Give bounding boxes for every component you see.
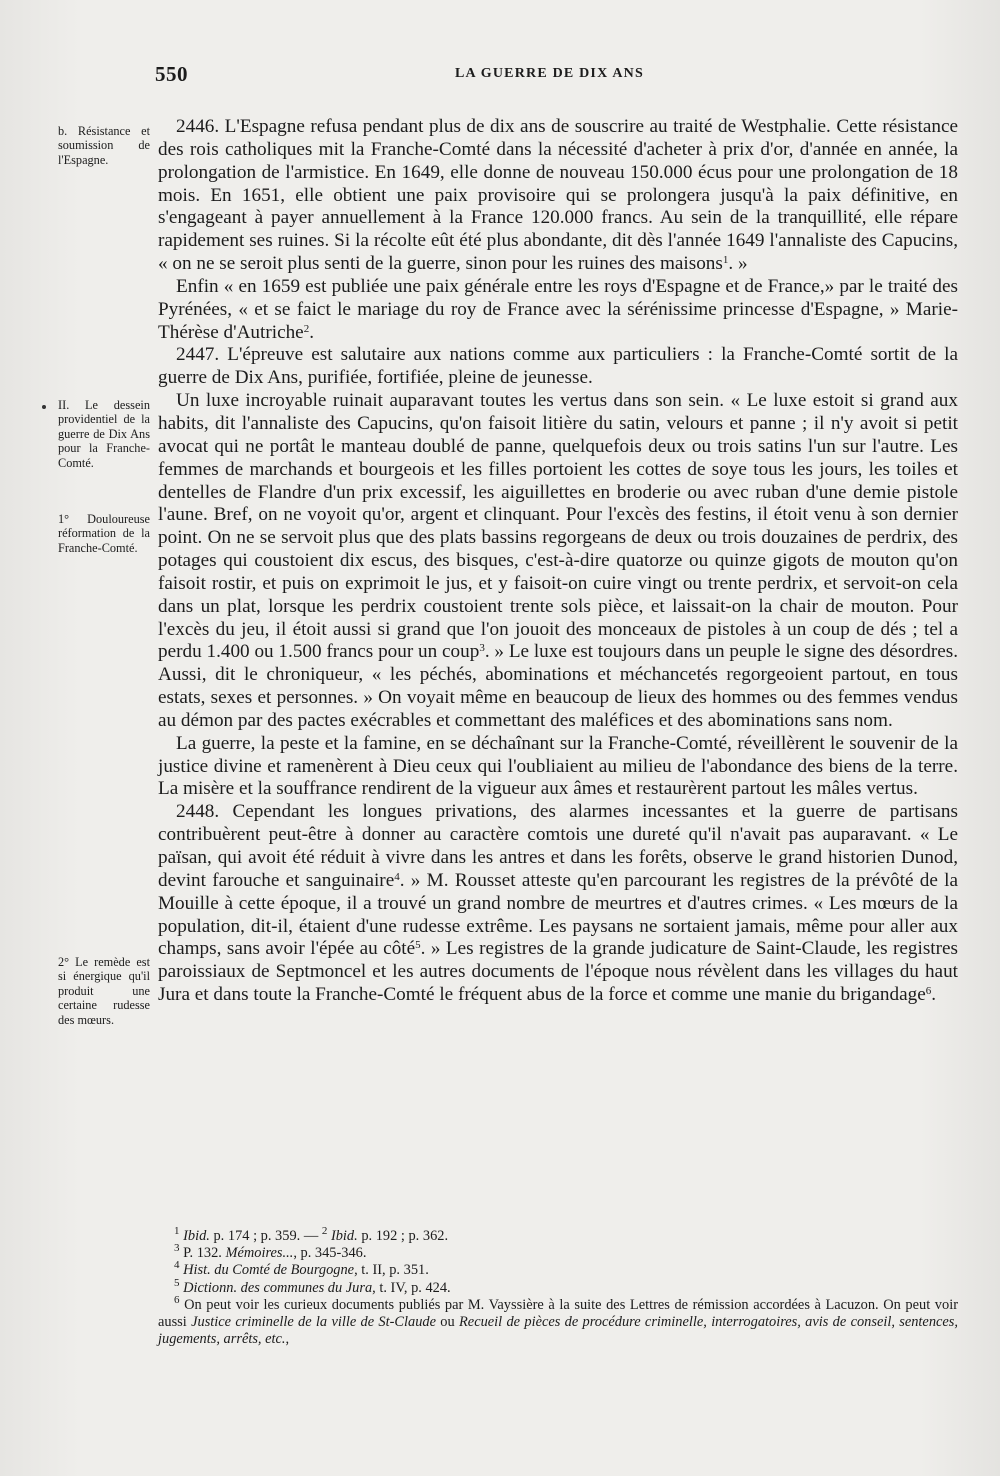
footnote-text: Recueil de pièces de procédure criminelle, interrogatoires, avis de conseil, sentences, jugements, arrêts, etc. bbox=[158, 1314, 958, 1348]
footnote-ref: 3 bbox=[479, 642, 485, 655]
paragraph-guerre bbox=[158, 733, 958, 802]
paragraph-text: . » Les registres de la grande judicature de Saint-Claude, les registres paroissiaux de Septmoncel et les autres documents de l'époque nous révèlent dans les villages du haut Jura et dans toute la Franche-Comté le fréquent abus de la force et comme une manie du brigandage bbox=[158, 938, 958, 1006]
paragraph-text: 2448. Cependant les longues privations, des alarmes incessantes et la guerre de partisans contribuèrent peut-être à donner au caractère comtois une dureté qu'il n'avait pas auparavant. « Le païsan, qui avoit été réduit à vivre dans les antres et dans les forêts, observe le grand historien Dunod, devint farouche et sanguinaire bbox=[158, 801, 958, 891]
footnotes bbox=[158, 1225, 958, 1348]
footnote-text: ou bbox=[435, 1314, 460, 1331]
footnote-3 bbox=[158, 1242, 958, 1262]
footnote-text: , t. II, p. 351. bbox=[354, 1262, 429, 1279]
footnote-text: , bbox=[285, 1331, 290, 1348]
paragraph-text: Un luxe incroyable ruinait auparavant toutes les vertus dans son sein. « Le luxe estoit si grand aux habits, dit l'annaliste des Capucins, qu'on faisoit litière du satin, velours et panne ; il n'y avoit si petit avocat qui ne portât le manteau doublé de panne, quelquefois deux ou trois satins l'un sur l'autre. Les femmes de marchands et bourgeois et les filles portoient les cottes de soye tous les jours, les toiles et dentelles de Flandre d'un prix excessif, les aiguillettes en broderie ou avec ruban d'une demie pistole l'aune. Bref, on ne voyoit qu'or, argent et clinquant. Pour l'excès des festins, il étoit venu à son dernier point. On ne se servoit plus que des plats bassins regorgeans de deux ou trois douzaines de perdrix, des potages qui coustoient dix escus, des bisques, c'est-à-dire quatorze ou quinze gigots de mouton qu'on faisoit rostir, et puis on exprimoit le jus, et y faisoit-on cuire vingt ou trente perdrix, et servoit-on cela dans un plat, lorsque les perdrix coustoient trente sols pièce, et laissait-on la chair de mouton. Pour l'excès du jeu, il étoit aussi si grand que l'on jouoit des monceaux de pistoles à un coup de dés ; tel a perdu 1.400 ou 1.500 francs pour un coup bbox=[158, 390, 958, 663]
paragraph-text: . bbox=[931, 984, 937, 1006]
footnote-ref: 1 bbox=[722, 254, 729, 267]
paragraph-text: Enfin « en 1659 est publiée une paix générale entre les roys d'Espagne et de France,» par le traité des Pyrénées, « et se faict le mariage du roy de France avec la sérénissime princesse d'Espagne, » Marie-Thérèse d'Autriche bbox=[158, 275, 958, 343]
footnote-ref: 2 bbox=[303, 322, 310, 335]
footnote-text: Hist. du Comté de Bourgogne bbox=[183, 1262, 355, 1279]
paragraph-2447 bbox=[158, 344, 958, 390]
margin-dot bbox=[42, 405, 46, 409]
footnote-number: 2 bbox=[321, 1225, 328, 1237]
paragraph-luxe bbox=[158, 390, 958, 733]
footnote-5 bbox=[158, 1276, 958, 1297]
sidenote-remede: 2° Le remède est si énergique qu'il produit une certaine rudesse des mœurs. bbox=[58, 955, 150, 1027]
footnote-ref: 6 bbox=[925, 985, 932, 998]
footnote-number: 5 bbox=[174, 1276, 180, 1289]
footnote-text: Justice criminelle de la ville de St-Claude bbox=[191, 1314, 436, 1331]
footnote-number: 1 bbox=[174, 1225, 180, 1237]
footnote-number: 6 bbox=[174, 1293, 180, 1306]
footnote-number: 4 bbox=[174, 1259, 180, 1272]
footnote-1-2 bbox=[158, 1225, 958, 1245]
page-number: 550 bbox=[155, 62, 188, 86]
footnote-text: On peut voir les curieux documents publiés par M. Vayssière à la suite des Lettres de rémission accordées à Lacuzon. On peut voir aussi bbox=[158, 1296, 958, 1331]
footnote-text: Ibid. bbox=[183, 1228, 210, 1244]
sidenote-resistance: b. Résistance et soumission de l'Espagne. bbox=[58, 124, 150, 167]
footnote-text: p. 192 ; p. 362. bbox=[357, 1228, 449, 1244]
footnote-4 bbox=[158, 1259, 958, 1279]
footnote-text: Mémoires... bbox=[225, 1245, 294, 1262]
footnote-text: P. 132. bbox=[183, 1245, 226, 1262]
paragraph-2448 bbox=[158, 801, 958, 1007]
running-title: LA GUERRE DE DIX ANS bbox=[455, 66, 644, 81]
footnote-number: 3 bbox=[174, 1242, 180, 1255]
paragraph-text: . bbox=[309, 321, 314, 343]
paragraph-text: . » Le luxe est toujours dans un peuple le signe des désordres. Aussi, dit le chroniqueur, « les péchés, abominations et méchancetés regorgeoient partout, en tous estats, sexes et personnes. » On voyait même en beaucoup de lieux des hommes ou des femmes vendus au démon par des pactes exécrables et commettant des maléfices et des abominations sans nom. bbox=[158, 641, 959, 731]
paragraph-text: 2446. L'Espagne refusa pendant plus de dix ans de souscrire au traité de Westphalie. Cette résistance des rois catholiques mit la Franche-Comté dans la nécessité d'acheter à prix d'or, d'année en année, la prolongation de l'armistice. En 1649, elle donne de nouveau 150.000 écus pour une prolongation de 18 mois. En 1651, elle obtient une paix provisoire qui se prolongera jusqu'à la paix définitive, en s'engageant à payer annuellement à la France 120.000 francs. Au sein de la tranquillité, elle répare rapidement ses ruines. Si la récolte eût été plus abondante, dit dès l'année 1649 l'annaliste des Capucins, « on ne se seroit plus senti de la guerre, sinon pour les ruines des maisons bbox=[158, 116, 958, 275]
footnote-text: Dictionn. des communes du Jura bbox=[183, 1279, 373, 1296]
footnote-text: p. 174 ; p. 359. — bbox=[209, 1228, 322, 1244]
footnote-text: , p. 345-346. bbox=[293, 1245, 367, 1262]
footnote-text: , t. IV, p. 424. bbox=[372, 1279, 451, 1296]
paragraph-text: . » M. Rousset atteste qu'en parcourant les registres de la prévôté de la Mouille à cette époque, il a trouvé un grand nombre de meurtres et d'autres crimes. « Les mœurs de la population, dit-il, étaient d'une rudesse extrême. Les paysans ne sortaient jamais, même pour aller aux champs, sans avoir l'épée au côté bbox=[158, 869, 959, 960]
footnote-6 bbox=[158, 1293, 958, 1349]
paragraph-text: 2447. L'épreuve est salutaire aux nations comme aux particuliers : la Franche-Comté sortit de la guerre de Dix Ans, purifiée, fortifiée, pleine de jeunesse. bbox=[158, 344, 958, 389]
paragraph-text: . » bbox=[728, 253, 748, 275]
footnote-ref: 5 bbox=[415, 939, 421, 952]
paragraph-text: La guerre, la peste et la famine, en se déchaînant sur la Franche-Comté, réveillèrent le souvenir de la justice divine et ramenèrent à Dieu ceux qui l'oubliaient au milieu de l'abondance des biens de la terre. La misère et la souffrance rendirent de la vigueur aux âmes et restaurèrent partout les mâles vertus. bbox=[158, 732, 958, 800]
footnote-ref: 4 bbox=[394, 870, 400, 883]
paragraph-paix bbox=[158, 276, 958, 345]
main-text bbox=[158, 116, 958, 1007]
sidenote-dessein: II. Le dessein providentiel de la guerre de Dix Ans pour la Franche-Comté. bbox=[58, 398, 150, 470]
paragraph-2446 bbox=[158, 116, 958, 276]
sidenote-reformation: 1° Douloureuse réformation de la Franche-Comté. bbox=[58, 512, 150, 555]
footnote-text: Ibid. bbox=[330, 1228, 358, 1244]
